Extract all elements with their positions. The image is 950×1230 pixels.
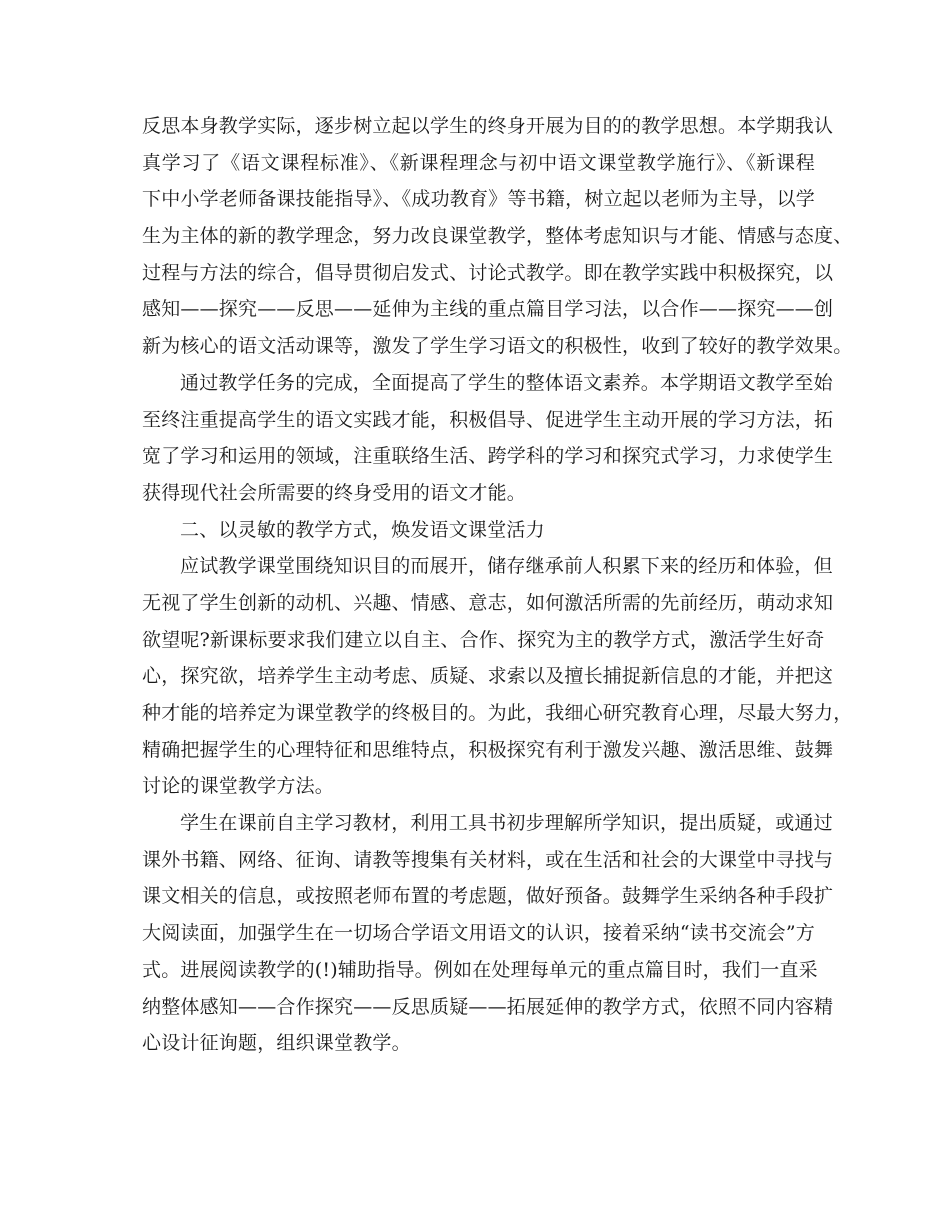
- text-line: 真学习了《语文课程标准》、《新课程理念与初中语文课堂教学施行》、《新课程: [142, 151, 815, 174]
- paragraph-3: [142, 548, 853, 805]
- heading-line: 二、以灵敏的教学方式，焕发语文课堂活力: [180, 518, 545, 541]
- paragraph-2: [142, 365, 834, 512]
- section-heading: [142, 512, 815, 549]
- text-line: 心，探究欲，培养学生主动考虑、质疑、求索以及擅长捕捉新信息的才能，并把这: [142, 665, 834, 688]
- text-line: 生为主体的新的教学理念，努力改良课堂教学，整体考虑知识与才能、情感与态度、: [142, 225, 853, 248]
- text-line: 纳整体感知——合作探究——反思质疑——拓展延伸的教学方式，依照不同内容精: [142, 995, 834, 1018]
- paragraph-1: [142, 108, 853, 365]
- text-line: 欲望呢?新课标要求我们建立以自主、合作、探究为主的教学方式，激活学生好奇: [142, 628, 825, 651]
- text-line: 精确把握学生的心理特征和思维特点，积极探究有利于激发兴趣、激活思维、鼓舞: [142, 738, 834, 761]
- text-line: 无视了学生创新的动机、兴趣、情感、意志，如何激活所需的先前经历，萌动求知: [142, 591, 834, 614]
- text-line: 通过教学任务的完成，全面提高了学生的整体语文素养。本学期语文教学至始: [180, 371, 833, 394]
- text-line: 讨论的课堂教学方法。: [142, 775, 335, 798]
- text-line: 式。进展阅读教学的(!)辅助指导。例如在处理每单元的重点篇目时，我们一直采: [142, 958, 818, 981]
- document-page: [142, 108, 853, 1062]
- paragraph-4: [142, 805, 834, 1062]
- text-line: 课文相关的信息，或按照老师布置的考虑题，做好预备。鼓舞学生采纳各种手段扩: [142, 885, 834, 908]
- text-line: 学生在课前自主学习教材，利用工具书初步理解所学知识，提出质疑，或通过: [180, 812, 833, 835]
- text-line: 新为核心的语文活动课等，激发了学生学习语文的积极性，收到了较好的教学效果。: [142, 335, 853, 358]
- text-line: 宽了学习和运用的领域，注重联络生活、跨学科的学习和探究式学习，力求使学生: [142, 445, 834, 468]
- text-line: 感知——探究——反思——延伸为主线的重点篇目学习法，以合作——探究——创: [142, 298, 834, 321]
- text-line: 过程与方法的综合，倡导贯彻启发式、讨论式教学。即在教学实践中积极探究，以: [142, 261, 834, 284]
- text-line: 应试教学课堂围绕知识目的而展开，储存继承前人积累下来的经历和体验，但: [180, 555, 833, 578]
- text-line: 心设计征询题，组织课堂教学。: [142, 1032, 411, 1055]
- text-line: 种才能的培养定为课堂教学的终极目的。为此，我细心研究教育心理，尽最大努力，: [142, 702, 853, 724]
- text-line: 至终注重提高学生的语文实践才能，积极倡导、促进学生主动开展的学习方法，拓: [142, 408, 834, 431]
- text-line: 下中小学老师备课技能指导》、《成功教育》等书籍，树立起以老师为主导，以学: [142, 188, 815, 211]
- text-line: 课外书籍、网络、征询、请教等搜集有关材料，或在生活和社会的大课堂中寻找与: [142, 848, 834, 871]
- text-line: 获得现代社会所需要的终身受用的语文才能。: [142, 481, 527, 504]
- text-line: 大阅读面，加强学生在一切场合学语文用语文的认识，接着采纳“读书交流会”方: [142, 922, 815, 945]
- text-line: 反思本身教学实际，逐步树立起以学生的终身开展为目的的教学思想。本学期我认: [142, 115, 834, 137]
